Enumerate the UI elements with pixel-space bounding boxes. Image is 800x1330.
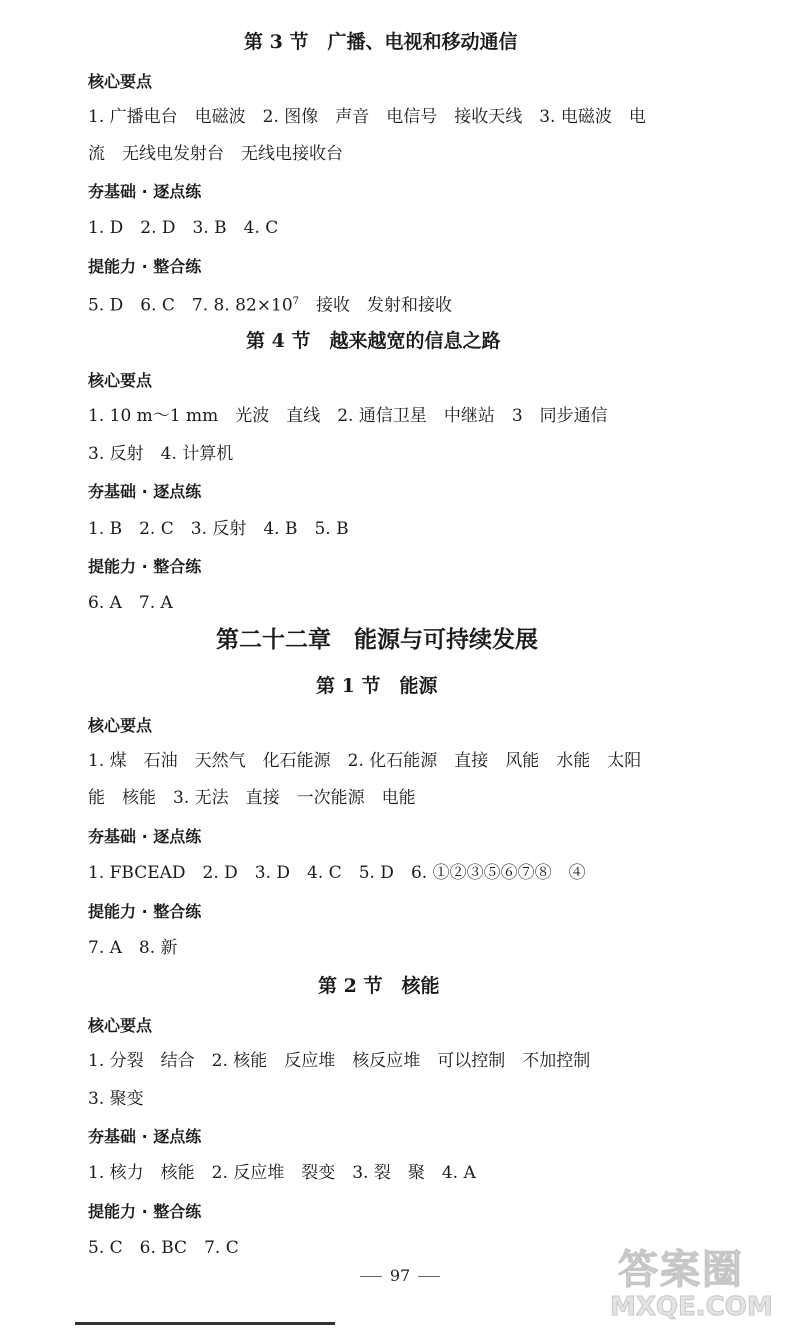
ch22-section-1-basic-label: 夯基础 · 逐点练 <box>88 827 202 846</box>
section-4-core-label: 核心要点 <box>88 371 153 390</box>
page-number: 97 <box>340 1266 460 1285</box>
section-4-core-line-1: 1. 10 m～1 mm 光波 直线 2. 通信卫星 中继站 3 同步通信 <box>88 406 608 426</box>
ch22-section-1-core-line-1: 1. 煤 石油 天然气 化石能源 2. 化石能源 直接 风能 水能 太阳 <box>88 751 642 771</box>
ch22-section-2-basic-label: 夯基础 · 逐点练 <box>88 1127 202 1146</box>
section-4-basic-answers: 1. B 2. C 3. 反射 4. B 5. B <box>88 519 349 539</box>
section-3-core-line-1: 1. 广播电台 电磁波 2. 图像 声音 电信号 接收天线 3. 电磁波 电 <box>88 107 646 127</box>
ch22-section-2-core-line-2: 3. 聚变 <box>88 1089 144 1109</box>
section-3-core-label: 核心要点 <box>88 72 153 91</box>
section-3-basic-answers: 1. D 2. D 3. B 4. C <box>88 218 279 238</box>
ch22-section-2-ability-answers: 5. C 6. BC 7. C <box>88 1238 239 1258</box>
ch22-section-2-core-line-1: 1. 分裂 结合 2. 核能 反应堆 核反应堆 可以控制 不加控制 <box>88 1051 591 1071</box>
ch22-section-2-core-label: 核心要点 <box>88 1016 153 1035</box>
section-3-ability-label: 提能力 · 整合练 <box>88 257 202 276</box>
ability-answers-suffix: 接收 发射和接收 <box>299 295 453 316</box>
section-3-ability-answers <box>88 291 452 317</box>
ch22-section-1-ability-answers: 7. A 8. 新 <box>88 938 178 958</box>
chapter-22-title: 第二十二章 能源与可持续发展 <box>216 626 538 653</box>
ch22-section-2-basic-answers: 1. 核力 核能 2. 反应堆 裂变 3. 裂 聚 4. A <box>88 1163 476 1183</box>
bottom-rule <box>75 1322 335 1325</box>
chapter-22-section-1-title: 第 1 节 能源 <box>316 675 438 697</box>
section-4-title: 第 4 节 越来越宽的信息之路 <box>246 330 501 352</box>
section-4-ability-answers: 6. A 7. A <box>88 593 173 613</box>
watermark-top-text: 答案圈 <box>618 1247 744 1293</box>
ch22-section-1-basic-answers: 1. FBCEAD 2. D 3. D 4. C 5. D 6. ①②③⑤⑥⑦⑧ ④ <box>88 863 586 883</box>
ch22-section-1-core-line-2: 能 核能 3. 无法 直接 一次能源 电能 <box>88 788 416 808</box>
section-4-ability-label: 提能力 · 整合练 <box>88 557 202 576</box>
watermark-bottom-text: MXQE.COM <box>610 1292 773 1322</box>
section-3-basic-label: 夯基础 · 逐点练 <box>88 182 202 201</box>
ch22-section-1-ability-label: 提能力 · 整合练 <box>88 902 202 921</box>
section-3-core-line-2: 流 无线电发射台 无线电接收台 <box>88 144 343 164</box>
section-3-title: 第 3 节 广播、电视和移动通信 <box>244 31 518 53</box>
ability-answers-prefix: 5. D 6. C 7. 8. 82×10 <box>88 295 293 316</box>
section-4-basic-label: 夯基础 · 逐点练 <box>88 482 202 501</box>
chapter-22-section-2-title: 第 2 节 核能 <box>318 975 440 997</box>
section-4-core-line-2: 3. 反射 4. 计算机 <box>88 444 234 464</box>
ch22-section-2-ability-label: 提能力 · 整合练 <box>88 1202 202 1221</box>
exponent: 7 <box>292 296 300 307</box>
watermark-logo <box>598 1238 788 1326</box>
ch22-section-1-core-label: 核心要点 <box>88 716 153 735</box>
